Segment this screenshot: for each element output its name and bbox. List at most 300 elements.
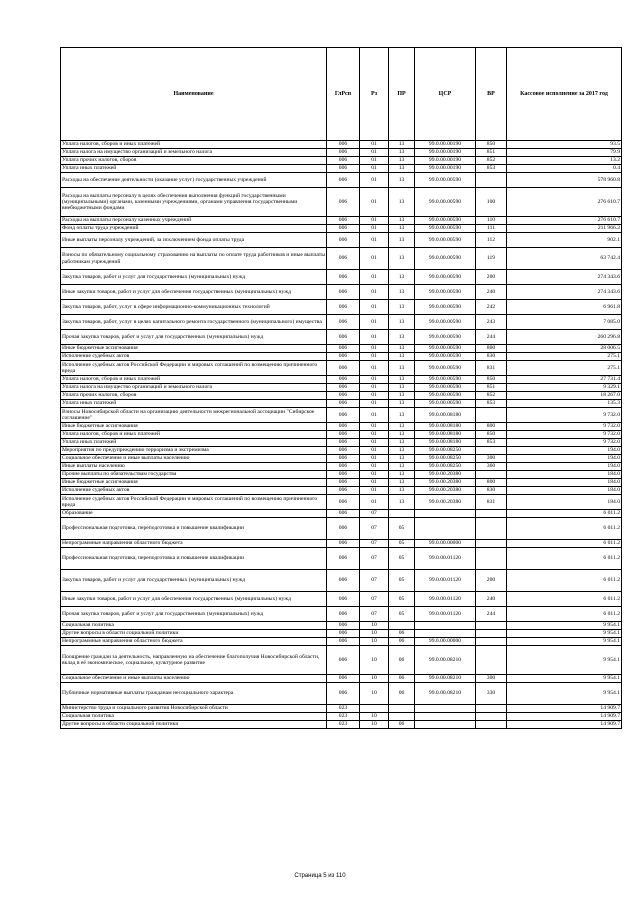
cell-name: Взносы по обязательному социальному страхованию на выплаты по оплате труда работников и иные выплаты работникам учреждений (61, 248, 327, 270)
table-row (61, 540, 622, 548)
cell-csr: 99.0.00.00590 (415, 270, 476, 285)
cell-glrsp: 006 (327, 376, 360, 384)
cell-amount: 6 011.2 (507, 518, 622, 540)
cell-rz: 01 (360, 447, 389, 455)
cell-pr: 13 (389, 439, 415, 447)
cell-vr (476, 510, 507, 518)
cell-rz: 01 (360, 345, 389, 353)
table-row (61, 361, 622, 376)
table-row (61, 705, 622, 713)
table-row (61, 173, 622, 188)
cell-amount: 135.3 (507, 400, 622, 408)
cell-rz: 01 (360, 315, 389, 330)
cell-csr: 99.0.00.00590 (415, 330, 476, 345)
cell-name: Иные закупки товаров, работ и услуг для обеспечения государственных (муниципальных) нужд (61, 285, 327, 300)
cell-glrsp: 006 (327, 471, 360, 479)
cell-name: Исполнение судебных актов Российской Федерации и мировых соглашений по возмещению причиненного вреда (61, 361, 327, 376)
cell-rz: 01 (360, 431, 389, 439)
cell-pr: 13 (389, 330, 415, 345)
cell-csr (415, 622, 476, 630)
cell-vr (476, 540, 507, 548)
table-row (61, 638, 622, 646)
cell-pr: 05 (389, 548, 415, 570)
cell-pr: 13 (389, 361, 415, 376)
cell-glrsp: 006 (327, 548, 360, 570)
table-row (61, 548, 622, 570)
cell-rz: 01 (360, 423, 389, 431)
cell-vr: 831 (476, 495, 507, 510)
cell-amount: 18 267.0 (507, 392, 622, 400)
table-row (61, 683, 622, 705)
table-row (61, 157, 622, 165)
cell-glrsp: 006 (327, 400, 360, 408)
cell-name: Публичные нормативные выплаты гражданам несоциального характера (61, 683, 327, 705)
cell-glrsp: 006 (327, 300, 360, 315)
cell-glrsp: 006 (327, 646, 360, 675)
cell-glrsp: 006 (327, 630, 360, 638)
header-vr: ВР (476, 48, 507, 141)
cell-pr: 13 (389, 248, 415, 270)
cell-name: Уплата иных платежей (61, 400, 327, 408)
cell-name: Исполнение судебных актов Российской Федерации и мировых соглашений по возмещению причиненного вреда (61, 495, 327, 510)
cell-glrsp: 006 (327, 217, 360, 225)
cell-name: Иные бюджетные ассигнования (61, 479, 327, 487)
cell-rz: 01 (360, 463, 389, 471)
cell-pr: 13 (389, 471, 415, 479)
cell-rz: 01 (360, 225, 389, 233)
cell-csr: 99.0.00.00590 (415, 173, 476, 188)
cell-vr: 853 (476, 165, 507, 173)
table-row (61, 510, 622, 518)
cell-pr: 13 (389, 400, 415, 408)
table-row (61, 592, 622, 607)
cell-glrsp: 006 (327, 233, 360, 248)
cell-csr: 99.0.00.08250 (415, 447, 476, 455)
cell-rz: 01 (360, 157, 389, 165)
cell-rz: 01 (360, 376, 389, 384)
cell-rz: 10 (360, 646, 389, 675)
cell-csr: 99.0.00.00190 (415, 149, 476, 157)
cell-glrsp: 006 (327, 518, 360, 540)
cell-csr (415, 510, 476, 518)
cell-csr: 99.0.00.08180 (415, 408, 476, 423)
cell-amount: 9 954.1 (507, 675, 622, 683)
cell-name: Прочая закупка товаров, работ и услуг для государственных (муниципальных) нужд (61, 607, 327, 622)
cell-name: Взносы Новосибирской области на организацию деятельности межрегиональной ассоциации "Сибирское соглашение" (61, 408, 327, 423)
table-row (61, 270, 622, 285)
cell-csr: 99.0.00.08210 (415, 675, 476, 683)
cell-name: Закупка товаров, работ, услуг в сфере информационно-коммуникационных технологий (61, 300, 327, 315)
cell-amount: 6 011.2 (507, 548, 622, 570)
cell-amount: 194.0 (507, 447, 622, 455)
cell-amount: 184.0 (507, 487, 622, 495)
cell-csr: 99.0.00.08250 (415, 455, 476, 463)
cell-csr: 99.0.00.00590 (415, 225, 476, 233)
cell-glrsp: 006 (327, 361, 360, 376)
table-row (61, 713, 622, 721)
cell-rz: 01 (360, 217, 389, 225)
table-row (61, 439, 622, 447)
cell-name: Иные бюджетные ассигнования (61, 423, 327, 431)
table-row (61, 217, 622, 225)
cell-glrsp: 006 (327, 540, 360, 548)
cell-rz: 01 (360, 353, 389, 361)
cell-vr: 110 (476, 217, 507, 225)
cell-name: Закупка товаров, работ, услуг в целях капитального ремонта государственного (муниципального) имущества (61, 315, 327, 330)
cell-name: Прочая закупка товаров, работ и услуг для государственных (муниципальных) нужд (61, 330, 327, 345)
cell-vr (476, 447, 507, 455)
cell-csr: 99.0.00.00590 (415, 300, 476, 315)
cell-pr: 13 (389, 285, 415, 300)
cell-name: Уплата налога на имущество организаций и земельного налога (61, 149, 327, 157)
cell-csr: 99.0.00.00000 (415, 638, 476, 646)
cell-pr: 06 (389, 675, 415, 683)
cell-rz: 01 (360, 165, 389, 173)
cell-vr: 853 (476, 439, 507, 447)
cell-pr: 05 (389, 540, 415, 548)
cell-rz: 07 (360, 570, 389, 592)
header-glrsp: ГлРсп (327, 48, 360, 141)
cell-vr (476, 638, 507, 646)
cell-vr: 360 (476, 463, 507, 471)
cell-vr (476, 630, 507, 638)
cell-pr: 05 (389, 518, 415, 540)
cell-vr: 851 (476, 384, 507, 392)
cell-csr: 99.0.00.01120 (415, 592, 476, 607)
cell-rz: 10 (360, 622, 389, 630)
cell-name: Фонд оплаты труда учреждений (61, 225, 327, 233)
cell-glrsp: 006 (327, 439, 360, 447)
cell-glrsp: 006 (327, 408, 360, 423)
cell-rz: 10 (360, 721, 389, 729)
cell-amount: 184.0 (507, 479, 622, 487)
cell-csr: 99.0.00.00590 (415, 233, 476, 248)
cell-pr: 13 (389, 408, 415, 423)
cell-rz: 07 (360, 510, 389, 518)
cell-rz: 01 (360, 141, 389, 149)
cell-vr (476, 173, 507, 188)
cell-amount: 0.4 (507, 165, 622, 173)
cell-csr: 99.0.00.08210 (415, 646, 476, 675)
cell-rz: 01 (360, 392, 389, 400)
cell-rz: 10 (360, 675, 389, 683)
table-row (61, 479, 622, 487)
cell-csr (415, 721, 476, 729)
cell-rz: 07 (360, 607, 389, 622)
budget-table-container (60, 47, 621, 729)
cell-csr: 99.0.00.00590 (415, 217, 476, 225)
table-row (61, 392, 622, 400)
cell-vr: 830 (476, 353, 507, 361)
cell-name: Иные выплаты персоналу учреждений, за исключением фонда оплаты труда (61, 233, 327, 248)
cell-pr: 06 (389, 646, 415, 675)
cell-amount: 13.2 (507, 157, 622, 165)
table-row (61, 646, 622, 675)
cell-vr (476, 518, 507, 540)
cell-csr: 99.0.00.08180 (415, 423, 476, 431)
cell-glrsp: 006 (327, 225, 360, 233)
cell-name: Министерство труда и социального развития Новосибирской области (61, 705, 327, 713)
cell-rz: 07 (360, 592, 389, 607)
cell-glrsp: 006 (327, 455, 360, 463)
cell-glrsp: 006 (327, 315, 360, 330)
cell-vr: 244 (476, 607, 507, 622)
cell-glrsp: 006 (327, 570, 360, 592)
cell-name: Прочие выплаты по обязательствам государства (61, 471, 327, 479)
cell-rz: 01 (360, 173, 389, 188)
cell-amount: 275.1 (507, 353, 622, 361)
cell-rz: 01 (360, 439, 389, 447)
cell-csr: 99.0.00.00590 (415, 285, 476, 300)
cell-rz: 07 (360, 518, 389, 540)
cell-pr: 13 (389, 141, 415, 149)
cell-pr: 05 (389, 607, 415, 622)
cell-vr: 244 (476, 330, 507, 345)
cell-vr: 800 (476, 479, 507, 487)
table-row (61, 495, 622, 510)
cell-pr: 13 (389, 300, 415, 315)
cell-glrsp: 006 (327, 157, 360, 165)
cell-rz: 01 (360, 233, 389, 248)
cell-vr: 850 (476, 376, 507, 384)
cell-glrsp: 006 (327, 622, 360, 630)
cell-rz: 10 (360, 713, 389, 721)
cell-name: Исполнение судебных актов (61, 487, 327, 495)
cell-amount: 6 011.2 (507, 540, 622, 548)
cell-amount: 9 732.0 (507, 423, 622, 431)
cell-name: Уплата налога на имущество организаций и земельного налога (61, 384, 327, 392)
cell-amount: 14 909.7 (507, 705, 622, 713)
cell-vr: 830 (476, 487, 507, 495)
cell-rz: 07 (360, 540, 389, 548)
cell-name: Социальное обеспечение и иные выплаты населению (61, 455, 327, 463)
cell-pr: 13 (389, 487, 415, 495)
cell-glrsp: 006 (327, 479, 360, 487)
table-row (61, 463, 622, 471)
table-row (61, 471, 622, 479)
table-row (61, 431, 622, 439)
cell-glrsp: 006 (327, 683, 360, 705)
cell-csr: 99.0.00.01120 (415, 548, 476, 570)
cell-csr: 99.0.00.01120 (415, 607, 476, 622)
cell-csr: 99.0.00.00590 (415, 315, 476, 330)
cell-vr: 243 (476, 315, 507, 330)
table-row (61, 353, 622, 361)
cell-csr: 99.0.00.08180 (415, 431, 476, 439)
table-row (61, 248, 622, 270)
cell-vr: 200 (476, 570, 507, 592)
cell-name: Другие вопросы в области социальной политики (61, 721, 327, 729)
cell-rz: 01 (360, 455, 389, 463)
cell-vr (476, 622, 507, 630)
cell-vr (476, 721, 507, 729)
cell-vr (476, 548, 507, 570)
cell-amount: 93.5 (507, 141, 622, 149)
cell-csr: 99.0.00.00190 (415, 157, 476, 165)
cell-glrsp: 006 (327, 353, 360, 361)
cell-amount: 6 011.2 (507, 592, 622, 607)
cell-rz: 01 (360, 487, 389, 495)
header-rz: Рз (360, 48, 389, 141)
cell-vr: 300 (476, 455, 507, 463)
cell-name: Уплата иных платежей (61, 439, 327, 447)
cell-name: Расходы на выплаты персоналу казенных учреждений (61, 217, 327, 225)
cell-pr: 13 (389, 345, 415, 353)
cell-amount: 14 909.7 (507, 721, 622, 729)
cell-csr: 99.0.00.00190 (415, 141, 476, 149)
cell-rz: 01 (360, 149, 389, 157)
cell-amount: 276 610.7 (507, 217, 622, 225)
cell-csr: 99.0.00.00590 (415, 376, 476, 384)
cell-glrsp: 006 (327, 173, 360, 188)
cell-pr: 13 (389, 431, 415, 439)
cell-vr: 800 (476, 345, 507, 353)
cell-rz: 07 (360, 548, 389, 570)
cell-vr: 853 (476, 400, 507, 408)
cell-amount: 6 961.8 (507, 300, 622, 315)
cell-csr: 99.0.00.08180 (415, 439, 476, 447)
cell-pr: 13 (389, 495, 415, 510)
cell-csr: 99.0.00.08210 (415, 683, 476, 705)
cell-name: Образование (61, 510, 327, 518)
cell-csr: 99.0.00.00190 (415, 165, 476, 173)
cell-name: Социальная политика (61, 622, 327, 630)
cell-glrsp: 006 (327, 423, 360, 431)
cell-amount: 274 343.6 (507, 285, 622, 300)
cell-csr: 99.0.00.00590 (415, 400, 476, 408)
cell-pr: 13 (389, 392, 415, 400)
cell-pr: 13 (389, 384, 415, 392)
cell-glrsp: 006 (327, 510, 360, 518)
table-row (61, 285, 622, 300)
cell-amount: 276 610.7 (507, 188, 622, 217)
cell-csr (415, 705, 476, 713)
cell-vr: 851 (476, 149, 507, 157)
table-row (61, 141, 622, 149)
cell-name: Уплата прочих налогов, сборов (61, 157, 327, 165)
cell-csr: 99.0.00.00590 (415, 248, 476, 270)
table-row (61, 384, 622, 392)
cell-vr: 240 (476, 592, 507, 607)
table-row (61, 330, 622, 345)
table-row (61, 675, 622, 683)
cell-pr: 13 (389, 315, 415, 330)
cell-pr: 13 (389, 157, 415, 165)
cell-amount: 274 343.6 (507, 270, 622, 285)
table-row (61, 188, 622, 217)
cell-amount: 578 960.8 (507, 173, 622, 188)
cell-glrsp: 006 (327, 607, 360, 622)
cell-name: Социальное обеспечение и иные выплаты населению (61, 675, 327, 683)
cell-pr (389, 510, 415, 518)
cell-pr: 13 (389, 149, 415, 157)
cell-csr: 99.0.00.20380 (415, 487, 476, 495)
cell-amount: 211 966.2 (507, 225, 622, 233)
cell-csr (415, 630, 476, 638)
cell-pr: 06 (389, 638, 415, 646)
cell-rz: 10 (360, 683, 389, 705)
cell-vr (476, 408, 507, 423)
cell-vr (476, 471, 507, 479)
cell-name: Иные бюджетные ассигнования (61, 345, 327, 353)
cell-csr (415, 713, 476, 721)
cell-name: Иные закупки товаров, работ и услуг для обеспечения государственных (муниципальных) нужд (61, 592, 327, 607)
table-row (61, 622, 622, 630)
cell-pr: 13 (389, 463, 415, 471)
cell-csr: 99.0.00.01120 (415, 570, 476, 592)
cell-amount: 9 954.1 (507, 630, 622, 638)
cell-pr: 13 (389, 353, 415, 361)
table-row (61, 300, 622, 315)
cell-amount: 9 732.0 (507, 439, 622, 447)
cell-amount: 63 742.4 (507, 248, 622, 270)
cell-name: Профессиональная подготовка, переподготовка и повышение квалификации (61, 548, 327, 570)
table-row (61, 149, 622, 157)
cell-rz: 01 (360, 408, 389, 423)
cell-glrsp: 006 (327, 384, 360, 392)
cell-vr (476, 705, 507, 713)
cell-rz: 01 (360, 248, 389, 270)
cell-glrsp: 006 (327, 330, 360, 345)
cell-csr: 99.0.00.00590 (415, 188, 476, 217)
cell-vr: 119 (476, 248, 507, 270)
cell-rz: 01 (360, 270, 389, 285)
table-row (61, 423, 622, 431)
cell-amount: 79.9 (507, 149, 622, 157)
cell-pr: 06 (389, 683, 415, 705)
table-header-row (61, 48, 622, 141)
cell-name: Исполнение судебных актов (61, 353, 327, 361)
cell-amount: 194.0 (507, 463, 622, 471)
budget-table (60, 47, 622, 729)
cell-amount: 260 296.8 (507, 330, 622, 345)
cell-rz: 01 (360, 188, 389, 217)
cell-vr: 112 (476, 233, 507, 248)
table-row (61, 570, 622, 592)
cell-glrsp: 023 (327, 713, 360, 721)
cell-amount: 184.0 (507, 471, 622, 479)
cell-amount: 275.1 (507, 361, 622, 376)
cell-amount: 9 954.1 (507, 683, 622, 705)
cell-vr: 330 (476, 683, 507, 705)
cell-pr (389, 622, 415, 630)
table-row (61, 376, 622, 384)
cell-vr: 800 (476, 423, 507, 431)
cell-pr: 13 (389, 270, 415, 285)
cell-glrsp: 006 (327, 495, 360, 510)
cell-csr: 99.0.00.20380 (415, 495, 476, 510)
table-row (61, 455, 622, 463)
cell-glrsp: 006 (327, 165, 360, 173)
table-row (61, 447, 622, 455)
header-csr: ЦСР (415, 48, 476, 141)
cell-rz: 01 (360, 361, 389, 376)
cell-vr: 852 (476, 157, 507, 165)
table-row (61, 721, 622, 729)
cell-amount: 9 329.1 (507, 384, 622, 392)
cell-glrsp: 006 (327, 487, 360, 495)
cell-csr: 99.0.00.00590 (415, 353, 476, 361)
cell-csr: 99.0.00.20380 (415, 479, 476, 487)
cell-name: Уплата налогов, сборов и иных платежей (61, 431, 327, 439)
cell-rz: 01 (360, 400, 389, 408)
table-row (61, 487, 622, 495)
cell-amount: 28 006.5 (507, 345, 622, 353)
cell-name: Уплата налогов, сборов и иных платежей (61, 141, 327, 149)
cell-rz: 01 (360, 384, 389, 392)
cell-pr (389, 705, 415, 713)
table-row (61, 345, 622, 353)
